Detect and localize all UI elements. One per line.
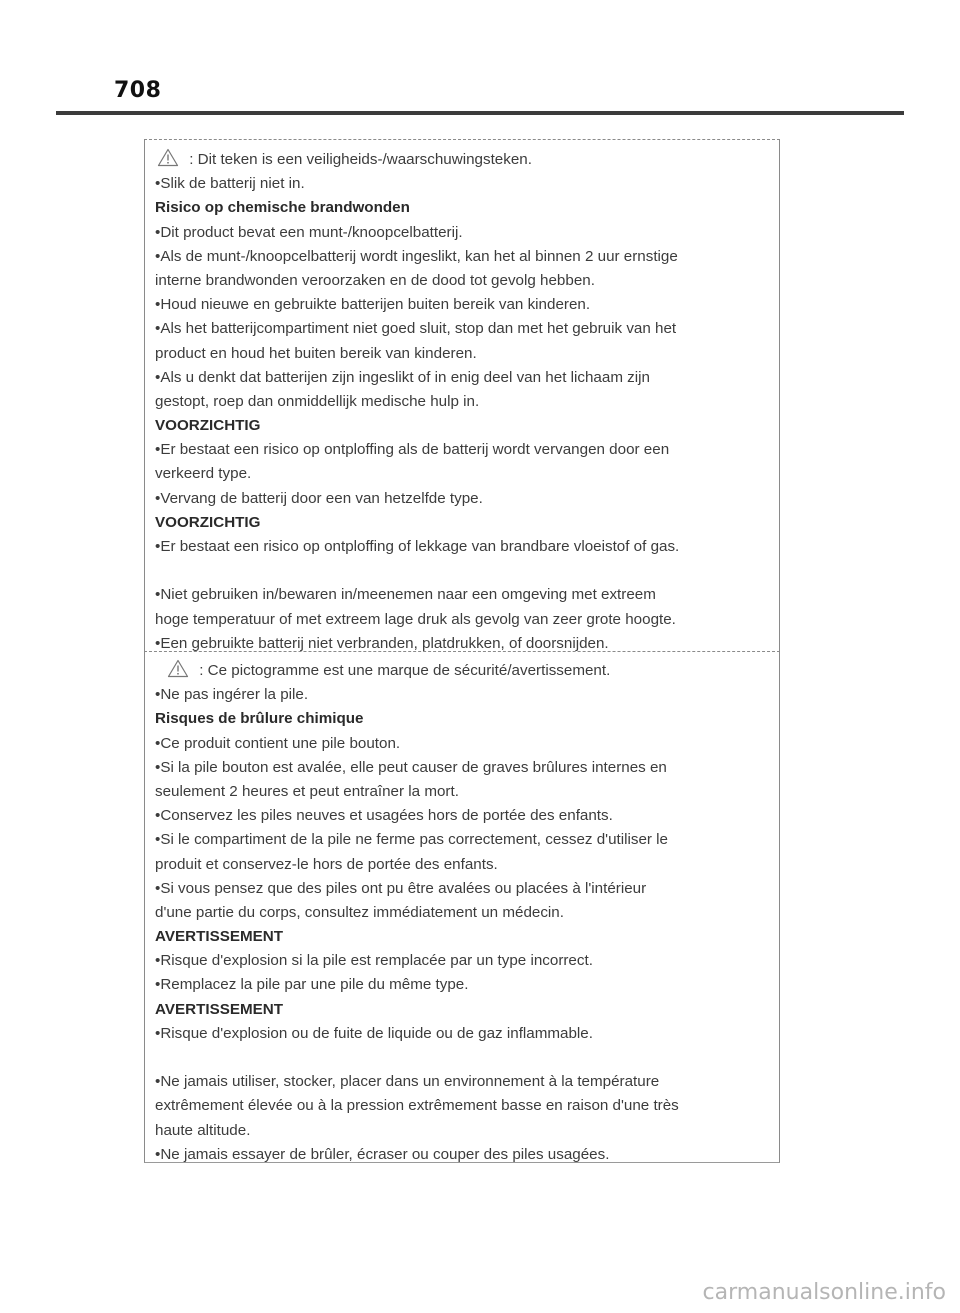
- text-line: d'une partie du corps, consultez immédiatement un médecin.: [155, 903, 564, 921]
- text-line: hoge temperatuur of met extreem lage druk als gevolg van zeer grote hoogte.: [155, 610, 676, 628]
- warning-triangle-icon: [157, 148, 179, 167]
- french-text-lines: [155, 683, 779, 1167]
- page-number: 708: [114, 78, 162, 103]
- text-line: •Als u denkt dat batterijen zijn ingeslikt of in enig deel van het lichaam zijn: [155, 368, 650, 386]
- header-rule: [56, 111, 904, 115]
- text-line: •Er bestaat een risico op ontploffing of lekkage van brandbare vloeistof of gas.: [155, 538, 680, 555]
- dutch-safety-box: [144, 139, 780, 652]
- text-line: •Si la pile bouton est avalée, elle peut causer de graves brûlures internes en: [155, 758, 667, 776]
- text-line: •Een gebruikte batterij niet verbranden, platdrukken, of doorsnijden.: [155, 634, 609, 652]
- text-line: haute altitude.: [155, 1121, 251, 1139]
- dutch-text-lines: [155, 172, 779, 656]
- text-line: gestopt, roep dan onmiddellijk medische hulp in.: [155, 392, 480, 410]
- french-warning-text: : Ce pictogramme est une marque de sécurité/avertissement.: [195, 662, 611, 679]
- text-line: verkeerd type.: [155, 465, 252, 483]
- text-line: •Niet gebruiken in/bewaren in/meenemen naar een omgeving met extreem: [155, 586, 656, 604]
- text-line: •Vervang de batterij door een van hetzelfde type.: [155, 489, 483, 507]
- text-line: •Si le compartiment de la pile ne ferme pas correctement, cessez d'utiliser le: [155, 831, 669, 849]
- text-line: •Ne jamais utiliser, stocker, placer dans un environnement à la température: [155, 1073, 660, 1091]
- section-heading: AVERTISSEMENT: [155, 1000, 283, 1018]
- section-heading: Risques de brûlure chimique: [155, 710, 364, 728]
- text-line: produit et conservez-le hors de portée des enfants.: [155, 855, 498, 873]
- text-line: •Si vous pensez que des piles ont pu être avalées ou placées à l'intérieur: [155, 879, 647, 897]
- dutch-warning-text: : Dit teken is een veiligheids-/waarschuwingsteken.: [185, 151, 532, 168]
- text-line: •Als het batterijcompartiment niet goed sluit, stop dan met het gebruik van het: [155, 320, 677, 338]
- section-heading: Risico op chemische brandwonden: [155, 199, 410, 217]
- text-line: •Ce produit contient une pile bouton.: [155, 734, 401, 752]
- text-line: •Dit product bevat een munt-/knoopcelbatterij.: [155, 223, 463, 241]
- text-line: •Er bestaat een risico op ontploffing als de batterij wordt vervangen door een: [155, 441, 670, 459]
- text-line: •Slik de batterij niet in.: [155, 175, 305, 193]
- watermark: carmanualsonline.info: [702, 1280, 946, 1305]
- text-line: •Ne pas ingérer la pile.: [155, 686, 309, 704]
- french-safety-box: [144, 651, 780, 1163]
- text-line: interne brandwonden veroorzaken en de dood tot gevolg hebben.: [155, 271, 595, 289]
- warning-triangle-icon: [167, 659, 189, 678]
- text-line: extrêmement élevée ou à la pression extrêmement basse en raison d'une très: [155, 1097, 679, 1115]
- text-line: •Conservez les piles neuves et usagées hors de portée des enfants.: [155, 807, 613, 825]
- text-line: •Houd nieuwe en gebruikte batterijen buiten bereik van kinderen.: [155, 296, 591, 314]
- text-line: •Risque d'explosion si la pile est remplacée par un type incorrect.: [155, 952, 593, 970]
- blank-line: [155, 1046, 779, 1070]
- text-line: product en houd het buiten bereik van kinderen.: [155, 344, 477, 362]
- section-heading: VOORZICHTIG: [155, 417, 261, 435]
- french-warning-line: [155, 659, 779, 683]
- text-line: •Remplacez la pile par une pile du même type.: [155, 976, 469, 994]
- text-line: seulement 2 heures et peut entraîner la mort.: [155, 782, 459, 800]
- section-heading: VOORZICHTIG: [155, 513, 261, 531]
- blank-line: [155, 559, 779, 583]
- dutch-warning-line: [155, 148, 779, 172]
- text-line: •Als de munt-/knoopcelbatterij wordt ingeslikt, kan het al binnen 2 uur ernstige: [155, 247, 678, 265]
- section-heading: AVERTISSEMENT: [155, 928, 283, 946]
- text-line: •Risque d'explosion ou de fuite de liquide ou de gaz inflammable.: [155, 1024, 593, 1042]
- text-line: •Ne jamais essayer de brûler, écraser ou couper des piles usagées.: [155, 1145, 610, 1163]
